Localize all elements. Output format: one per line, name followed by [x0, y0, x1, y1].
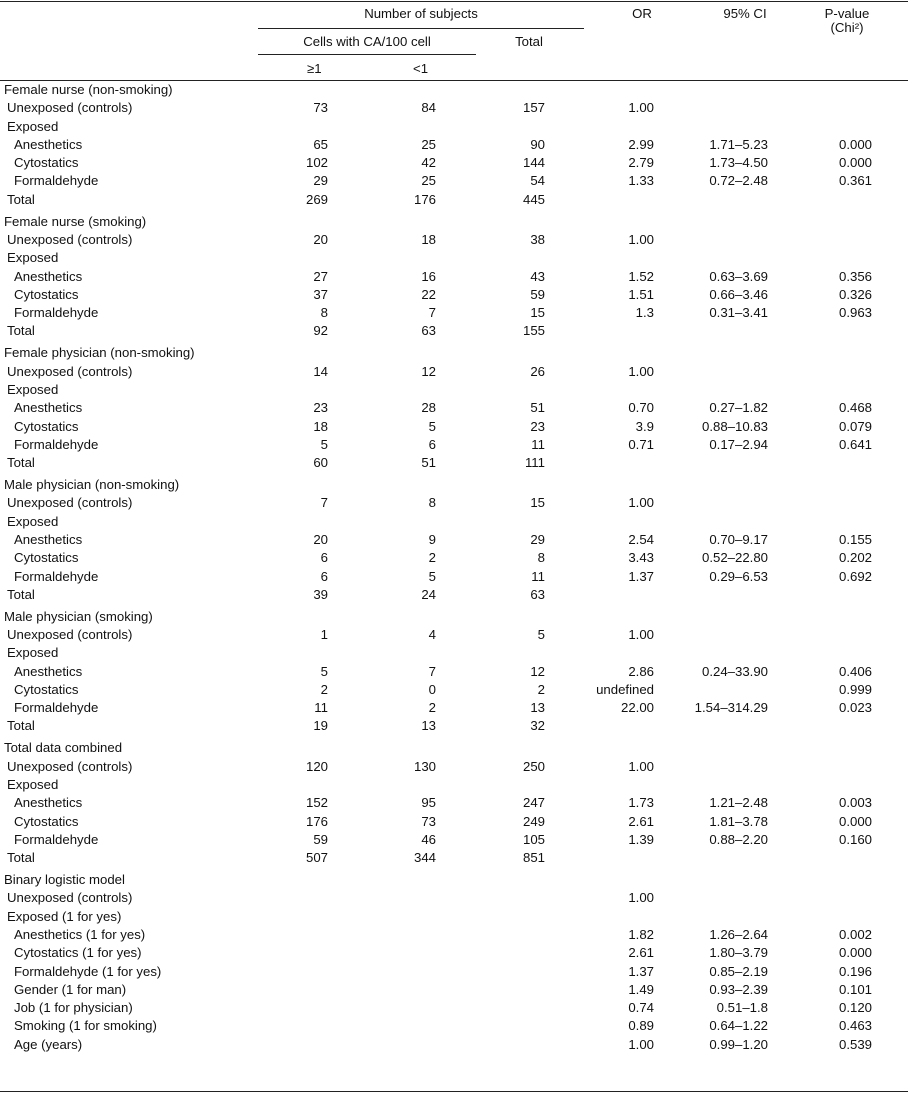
cell-ge1: 23 [313, 400, 328, 416]
cell-lt1: 7 [428, 663, 436, 679]
table-row [0, 925, 908, 943]
row-label: Cytostatics [14, 155, 79, 171]
header-ge1: ≥1 [307, 61, 322, 76]
header-pvalue: P-value [824, 6, 870, 21]
table-row [0, 230, 908, 248]
row-label: Binary logistic model [4, 872, 125, 888]
cell-ge1: 37 [313, 286, 328, 302]
row-label: Total data combined [4, 740, 123, 756]
row-label: Job (1 for physician) [14, 1000, 133, 1016]
cell-ge1: 18 [313, 418, 328, 434]
row-label: Exposed [7, 645, 59, 661]
cell-ge1: 73 [313, 100, 328, 116]
cell-pvalue: 0.000 [838, 813, 872, 829]
cell-or: 2.99 [628, 136, 654, 152]
row-label: Unexposed (controls) [7, 495, 133, 511]
section-heading-row [0, 343, 908, 361]
cell-total: 851 [522, 850, 545, 866]
row-label: Male physician (non-smoking) [4, 477, 180, 493]
row-label: Smoking (1 for smoking) [14, 1018, 157, 1034]
table-row [0, 548, 908, 566]
cell-total: 445 [522, 191, 545, 207]
cell-ge1: 6 [320, 568, 328, 584]
cell-total: 43 [530, 268, 545, 284]
cell-lt1: 25 [421, 136, 436, 152]
cell-lt1: 5 [428, 418, 436, 434]
row-label: Female nurse (smoking) [4, 213, 147, 229]
cell-ci: 0.66–3.46 [709, 286, 768, 302]
row-label: Anesthetics [14, 795, 83, 811]
table-row [0, 757, 908, 775]
cell-ci: 1.21–2.48 [709, 795, 768, 811]
table-row [0, 435, 908, 453]
row-label: Formaldehyde [14, 568, 99, 584]
cell-ge1: 60 [313, 455, 328, 471]
cell-or: 0.71 [628, 436, 654, 452]
cell-total: 157 [522, 100, 545, 116]
row-label: Anesthetics [14, 531, 83, 547]
cell-ge1: 8 [320, 305, 328, 321]
cell-total: 15 [530, 495, 545, 511]
cell-ge1: 65 [313, 136, 328, 152]
cell-ci: 0.70–9.17 [709, 531, 768, 547]
table-row [0, 662, 908, 680]
table-row [0, 680, 908, 698]
cell-ci: 1.54–314.29 [694, 700, 768, 716]
table-row [0, 248, 908, 266]
header-total: Total [515, 34, 543, 49]
cell-or: undefined [596, 681, 654, 697]
cell-or: 2.86 [628, 663, 654, 679]
table-row [0, 303, 908, 321]
cell-lt1: 12 [421, 363, 436, 379]
section-heading-row [0, 212, 908, 230]
table-row [0, 962, 908, 980]
cell-total: 247 [522, 795, 545, 811]
header-subjects-rule [258, 28, 584, 29]
cell-or: 1.00 [628, 626, 654, 642]
cell-or: 1.00 [628, 100, 654, 116]
cell-ci: 0.31–3.41 [709, 305, 768, 321]
table-row [0, 321, 908, 339]
cell-ge1: 102 [305, 155, 328, 171]
cell-lt1: 24 [421, 586, 436, 602]
cell-total: 15 [530, 305, 545, 321]
cell-total: 32 [530, 718, 545, 734]
cell-ge1: 59 [313, 831, 328, 847]
table-body [0, 80, 908, 1053]
table-row [0, 380, 908, 398]
cell-lt1: 2 [428, 550, 436, 566]
cell-ci: 0.99–1.20 [709, 1036, 768, 1052]
row-label: Gender (1 for man) [14, 981, 127, 997]
cell-total: 90 [530, 136, 545, 152]
cell-lt1: 51 [421, 455, 436, 471]
row-label: Total [7, 586, 35, 602]
table-row [0, 1035, 908, 1053]
row-label: Formaldehyde [14, 700, 99, 716]
cell-lt1: 13 [421, 718, 436, 734]
cell-pvalue: 0.023 [838, 700, 872, 716]
cell-or: 2.61 [628, 945, 654, 961]
cell-total: 63 [530, 586, 545, 602]
cell-or: 1.37 [628, 963, 654, 979]
header-pvalue-sub: (Chi²) [830, 20, 864, 35]
cell-lt1: 130 [413, 758, 436, 774]
cell-lt1: 95 [421, 795, 436, 811]
cell-total: 51 [530, 400, 545, 416]
cell-ci: 0.63–3.69 [709, 268, 768, 284]
cell-lt1: 8 [428, 495, 436, 511]
cell-pvalue: 0.000 [838, 136, 872, 152]
row-label: Exposed [7, 776, 59, 792]
row-label: Formaldehyde (1 for yes) [14, 963, 162, 979]
cell-pvalue: 0.000 [838, 155, 872, 171]
cell-pvalue: 0.120 [838, 1000, 872, 1016]
cell-ci: 0.29–6.53 [709, 568, 768, 584]
cell-pvalue: 0.155 [838, 531, 872, 547]
cell-ge1: 29 [313, 173, 328, 189]
cell-total: 11 [531, 436, 545, 452]
cell-pvalue: 0.463 [838, 1018, 872, 1034]
cell-pvalue: 0.002 [838, 926, 872, 942]
cell-or: 0.89 [628, 1018, 654, 1034]
cell-lt1: 2 [428, 700, 436, 716]
cell-ge1: 14 [313, 363, 328, 379]
row-label: Exposed [7, 513, 59, 529]
cell-total: 2 [537, 681, 545, 697]
cell-lt1: 42 [421, 155, 436, 171]
cell-ge1: 1 [320, 626, 328, 642]
section-heading-row [0, 80, 908, 98]
cell-lt1: 18 [421, 231, 436, 247]
section-heading-row [0, 738, 908, 756]
row-label: Exposed [7, 381, 59, 397]
cell-lt1: 9 [428, 531, 436, 547]
cell-lt1: 6 [428, 436, 436, 452]
cell-or: 1.51 [628, 286, 654, 302]
cell-ci: 0.17–2.94 [709, 436, 768, 452]
table-row [0, 135, 908, 153]
cell-pvalue: 0.692 [838, 568, 872, 584]
cell-or: 1.00 [628, 890, 654, 906]
cell-pvalue: 0.160 [838, 831, 872, 847]
table-row [0, 285, 908, 303]
table-row [0, 567, 908, 585]
row-label: Exposed [7, 118, 59, 134]
row-label: Cytostatics [14, 286, 79, 302]
cell-ge1: 7 [320, 495, 328, 511]
cell-pvalue: 0.406 [838, 663, 872, 679]
cell-ge1: 39 [313, 586, 328, 602]
row-label: Formaldehyde [14, 305, 99, 321]
cell-or: 2.79 [628, 155, 654, 171]
row-label: Unexposed (controls) [7, 231, 133, 247]
row-label: Age (years) [14, 1036, 83, 1052]
cell-pvalue: 0.079 [838, 418, 872, 434]
cell-lt1: 63 [421, 323, 436, 339]
table-row [0, 698, 908, 716]
table-row [0, 398, 908, 416]
cell-ge1: 269 [305, 191, 328, 207]
cell-ci: 0.24–33.90 [701, 663, 768, 679]
table-row [0, 643, 908, 661]
row-label: Total [7, 850, 35, 866]
cell-lt1: 7 [428, 305, 436, 321]
cell-or: 1.00 [628, 363, 654, 379]
table-row [0, 907, 908, 925]
row-label: Unexposed (controls) [7, 626, 133, 642]
cell-ci: 1.81–3.78 [709, 813, 768, 829]
row-label: Formaldehyde [14, 831, 99, 847]
cell-ci: 0.88–10.83 [701, 418, 768, 434]
cell-or: 1.00 [628, 495, 654, 511]
cell-ge1: 2 [320, 681, 328, 697]
cell-or: 2.61 [628, 813, 654, 829]
table-row [0, 848, 908, 866]
cell-lt1: 22 [421, 286, 436, 302]
cell-or: 1.49 [628, 981, 654, 997]
cell-total: 59 [530, 286, 545, 302]
cell-pvalue: 0.356 [838, 268, 872, 284]
table-row [0, 98, 908, 116]
cell-total: 12 [530, 663, 545, 679]
row-label: Unexposed (controls) [7, 890, 133, 906]
table-row [0, 493, 908, 511]
cell-total: 250 [522, 758, 545, 774]
table-row [0, 267, 908, 285]
row-label: Anesthetics [14, 400, 83, 416]
cell-or: 1.73 [628, 795, 654, 811]
cell-total: 13 [530, 700, 545, 716]
cell-ci: 0.51–1.8 [716, 1000, 768, 1016]
cell-total: 5 [537, 626, 545, 642]
cell-lt1: 84 [421, 100, 436, 116]
row-label: Unexposed (controls) [7, 100, 133, 116]
row-label: Anesthetics [14, 268, 83, 284]
header-lt1: <1 [413, 61, 429, 76]
cell-lt1: 344 [413, 850, 436, 866]
row-label: Anesthetics [14, 663, 83, 679]
row-label: Cytostatics [14, 681, 79, 697]
row-label: Male physician (smoking) [4, 608, 153, 624]
table-row [0, 980, 908, 998]
header-cells-with-ca: Cells with CA/100 cell [303, 34, 431, 49]
row-label: Anesthetics (1 for yes) [14, 926, 146, 942]
cell-total: 111 [524, 455, 545, 471]
cell-or: 1.3 [635, 305, 654, 321]
cell-ci: 0.64–1.22 [709, 1018, 768, 1034]
cell-pvalue: 0.999 [838, 681, 872, 697]
table-row [0, 362, 908, 380]
row-label: Cytostatics [14, 418, 79, 434]
cell-total: 11 [531, 568, 545, 584]
cell-ge1: 5 [320, 663, 328, 679]
cell-or: 2.54 [628, 531, 654, 547]
row-label: Cytostatics (1 for yes) [14, 945, 142, 961]
table-top-rule [0, 1, 908, 2]
cell-lt1: 25 [421, 173, 436, 189]
cell-ge1: 152 [305, 795, 328, 811]
cell-or: 0.70 [628, 400, 654, 416]
table-row [0, 888, 908, 906]
table-row [0, 585, 908, 603]
table-bottom-rule [0, 1091, 908, 1092]
row-label: Formaldehyde [14, 436, 99, 452]
cell-or: 1.39 [628, 831, 654, 847]
cell-pvalue: 0.468 [838, 400, 872, 416]
cell-or: 0.74 [628, 1000, 654, 1016]
cell-total: 23 [530, 418, 545, 434]
table-row [0, 453, 908, 471]
cell-pvalue: 0.101 [838, 981, 872, 997]
cell-ge1: 6 [320, 550, 328, 566]
cell-total: 8 [537, 550, 545, 566]
cell-lt1: 4 [428, 626, 436, 642]
cell-ci: 0.85–2.19 [709, 963, 768, 979]
cell-total: 105 [522, 831, 545, 847]
cell-or: 1.00 [628, 1036, 654, 1052]
cell-lt1: 46 [421, 831, 436, 847]
cell-lt1: 73 [421, 813, 436, 829]
table-row [0, 793, 908, 811]
cell-pvalue: 0.000 [838, 945, 872, 961]
table-row [0, 625, 908, 643]
header-or: OR [632, 6, 652, 21]
cell-ci: 0.27–1.82 [709, 400, 768, 416]
table-row [0, 530, 908, 548]
cell-ci: 0.52–22.80 [701, 550, 768, 566]
section-heading-row [0, 607, 908, 625]
header-number-of-subjects: Number of subjects [364, 6, 478, 21]
cell-ge1: 176 [305, 813, 328, 829]
cell-lt1: 16 [421, 268, 436, 284]
cell-pvalue: 0.003 [838, 795, 872, 811]
table-row [0, 716, 908, 734]
row-label: Total [7, 323, 35, 339]
cell-total: 38 [530, 231, 545, 247]
table-row [0, 417, 908, 435]
table-row [0, 1016, 908, 1034]
table-row [0, 117, 908, 135]
cell-or: 1.37 [628, 568, 654, 584]
cell-or: 3.43 [628, 550, 654, 566]
cell-ge1: 20 [313, 531, 328, 547]
row-label: Total [7, 191, 35, 207]
row-label: Female nurse (non-smoking) [4, 82, 173, 97]
cell-ci: 0.88–2.20 [709, 831, 768, 847]
cell-or: 22.00 [620, 700, 654, 716]
table-row [0, 171, 908, 189]
cell-ci: 1.26–2.64 [709, 926, 768, 942]
section-heading-row [0, 475, 908, 493]
cell-ci: 1.73–4.50 [709, 155, 768, 171]
cell-or: 1.00 [628, 231, 654, 247]
cell-ge1: 120 [305, 758, 328, 774]
table-row [0, 512, 908, 530]
table-row [0, 190, 908, 208]
row-label: Anesthetics [14, 136, 83, 152]
cell-total: 155 [522, 323, 545, 339]
cell-pvalue: 0.196 [838, 963, 872, 979]
row-label: Exposed [7, 250, 59, 266]
cell-total: 29 [530, 531, 545, 547]
row-label: Formaldehyde [14, 173, 99, 189]
cell-ci: 1.71–5.23 [709, 136, 768, 152]
row-label: Unexposed (controls) [7, 363, 133, 379]
header-cells-rule [258, 54, 476, 55]
cell-lt1: 176 [413, 191, 436, 207]
cell-ci: 0.93–2.39 [709, 981, 768, 997]
cell-ge1: 11 [314, 700, 328, 716]
cell-pvalue: 0.539 [838, 1036, 872, 1052]
cell-lt1: 28 [421, 400, 436, 416]
cell-pvalue: 0.361 [838, 173, 872, 189]
cell-total: 144 [522, 155, 545, 171]
cell-ge1: 27 [313, 268, 328, 284]
cell-ci: 1.80–3.79 [709, 945, 768, 961]
cell-ge1: 5 [320, 436, 328, 452]
row-label: Unexposed (controls) [7, 758, 133, 774]
table-row [0, 998, 908, 1016]
cell-or: 1.00 [628, 758, 654, 774]
row-label: Total [7, 718, 35, 734]
cell-pvalue: 0.202 [838, 550, 872, 566]
cell-or: 1.33 [628, 173, 654, 189]
cell-ge1: 92 [313, 323, 328, 339]
table-row [0, 153, 908, 171]
cell-or: 3.9 [635, 418, 654, 434]
table-row [0, 775, 908, 793]
cell-ge1: 20 [313, 231, 328, 247]
row-label: Cytostatics [14, 550, 79, 566]
cell-lt1: 5 [428, 568, 436, 584]
cell-lt1: 0 [428, 681, 436, 697]
cell-total: 54 [530, 173, 545, 189]
cell-pvalue: 0.963 [838, 305, 872, 321]
cell-ge1: 19 [313, 718, 328, 734]
cell-ci: 0.72–2.48 [709, 173, 768, 189]
table-row [0, 943, 908, 961]
cell-pvalue: 0.326 [838, 286, 872, 302]
row-label: Total [7, 455, 35, 471]
cell-or: 1.82 [628, 926, 654, 942]
table-row [0, 830, 908, 848]
cell-total: 249 [522, 813, 545, 829]
cell-total: 26 [530, 363, 545, 379]
row-label: Exposed (1 for yes) [7, 908, 122, 924]
cell-or: 1.52 [628, 268, 654, 284]
table-row [0, 812, 908, 830]
section-heading-row [0, 870, 908, 888]
header-ci: 95% CI [723, 6, 767, 21]
row-label: Cytostatics [14, 813, 79, 829]
cell-pvalue: 0.641 [838, 436, 872, 452]
cell-ge1: 507 [305, 850, 328, 866]
row-label: Female physician (non-smoking) [4, 345, 195, 361]
